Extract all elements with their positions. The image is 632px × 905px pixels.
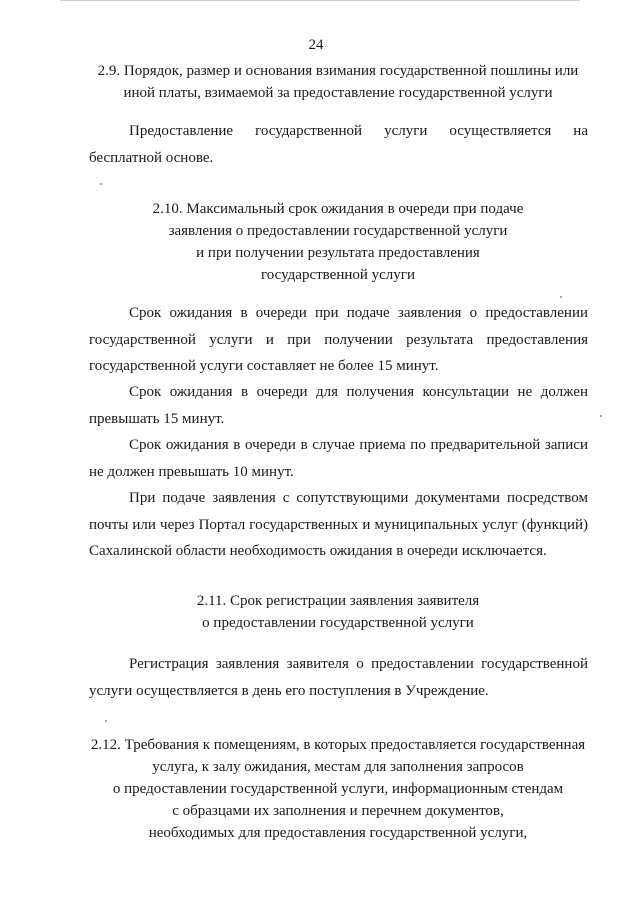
heading-line: заявления о предоставлении государственной услуги xyxy=(168,223,508,239)
section-2-10-paragraph-4 xyxy=(89,485,588,565)
paragraph-line: При подаче заявления с сопутствующими документами посредством xyxy=(129,490,588,506)
paragraph-line: Сахалинской области необходимость ожидания в очереди исключается. xyxy=(89,543,547,559)
heading-line: о предоставлении государственной услуги, информационным стендам xyxy=(112,781,564,797)
paragraph-line: не должен превышать 10 минут. xyxy=(89,463,294,480)
heading-line: 2.12. Требования к помещениям, в которых предоставляется государственная xyxy=(90,737,586,753)
paragraph-line: услуги осуществляется в день его поступления в Учреждение. xyxy=(89,682,489,699)
section-2-9-paragraph xyxy=(89,118,588,171)
section-2-10-paragraph-2 xyxy=(89,379,588,432)
paragraph-line: Срок ожидания в очереди в случае приема по предварительной записи xyxy=(129,437,588,453)
heading-line: о предоставлении государственной услуги xyxy=(202,615,474,631)
paragraph-line: превышать 15 минут. xyxy=(89,410,225,427)
paragraph-line: Предоставление государственной услуги осуществляется на xyxy=(129,123,588,139)
heading-line: 2.10. Максимальный срок ожидания в очереди при подаче xyxy=(152,201,524,217)
paragraph-line: почты или через Портал государственных и муниципальных услуг (функций) xyxy=(89,516,588,533)
heading-line: услуга, к залу ожидания, местам для заполнения запросов xyxy=(152,759,524,775)
scan-speck xyxy=(560,296,562,298)
heading-line: 2.11. Срок регистрации заявления заявителя xyxy=(196,593,480,609)
paragraph-line: Регистрация заявления заявителя о предоставлении государственной xyxy=(129,656,588,672)
heading-line: необходимых для предоставления государственной услуги, xyxy=(148,825,528,841)
heading-line: 2.9. Порядок, размер и основания взимания государственной пошлины или xyxy=(97,63,579,79)
scan-edge-line xyxy=(60,0,580,1)
section-2-12-heading xyxy=(86,734,590,844)
scan-speck xyxy=(600,415,602,417)
paragraph-line: бесплатной основе. xyxy=(89,149,214,166)
heading-line: иной платы, взимаемой за предоставление государственной услуги xyxy=(123,85,553,101)
section-2-10-heading xyxy=(86,198,590,286)
section-2-9-heading xyxy=(86,60,590,104)
section-2-11-heading xyxy=(86,590,590,634)
section-2-10-paragraph-1 xyxy=(89,300,588,380)
paragraph-line: государственной услуги составляет не более 15 минут. xyxy=(89,358,439,374)
section-2-10-paragraph-3 xyxy=(89,432,588,485)
scan-speck xyxy=(105,720,107,722)
heading-line: и при получении результата предоставления xyxy=(196,245,480,261)
heading-line: с образцами их заполнения и перечнем документов, xyxy=(172,803,504,819)
scan-speck xyxy=(100,183,102,185)
heading-line: государственной услуги xyxy=(261,267,415,283)
section-2-11-paragraph xyxy=(89,651,588,704)
paragraph-line: государственной услуги и при получении результата предоставления xyxy=(89,331,588,348)
page-number: 24 xyxy=(308,37,324,53)
paragraph-line: Срок ожидания в очереди для получения консультации не должен xyxy=(129,384,588,400)
paragraph-line: Срок ожидания в очереди при подаче заявления о предоставлении xyxy=(129,305,588,321)
